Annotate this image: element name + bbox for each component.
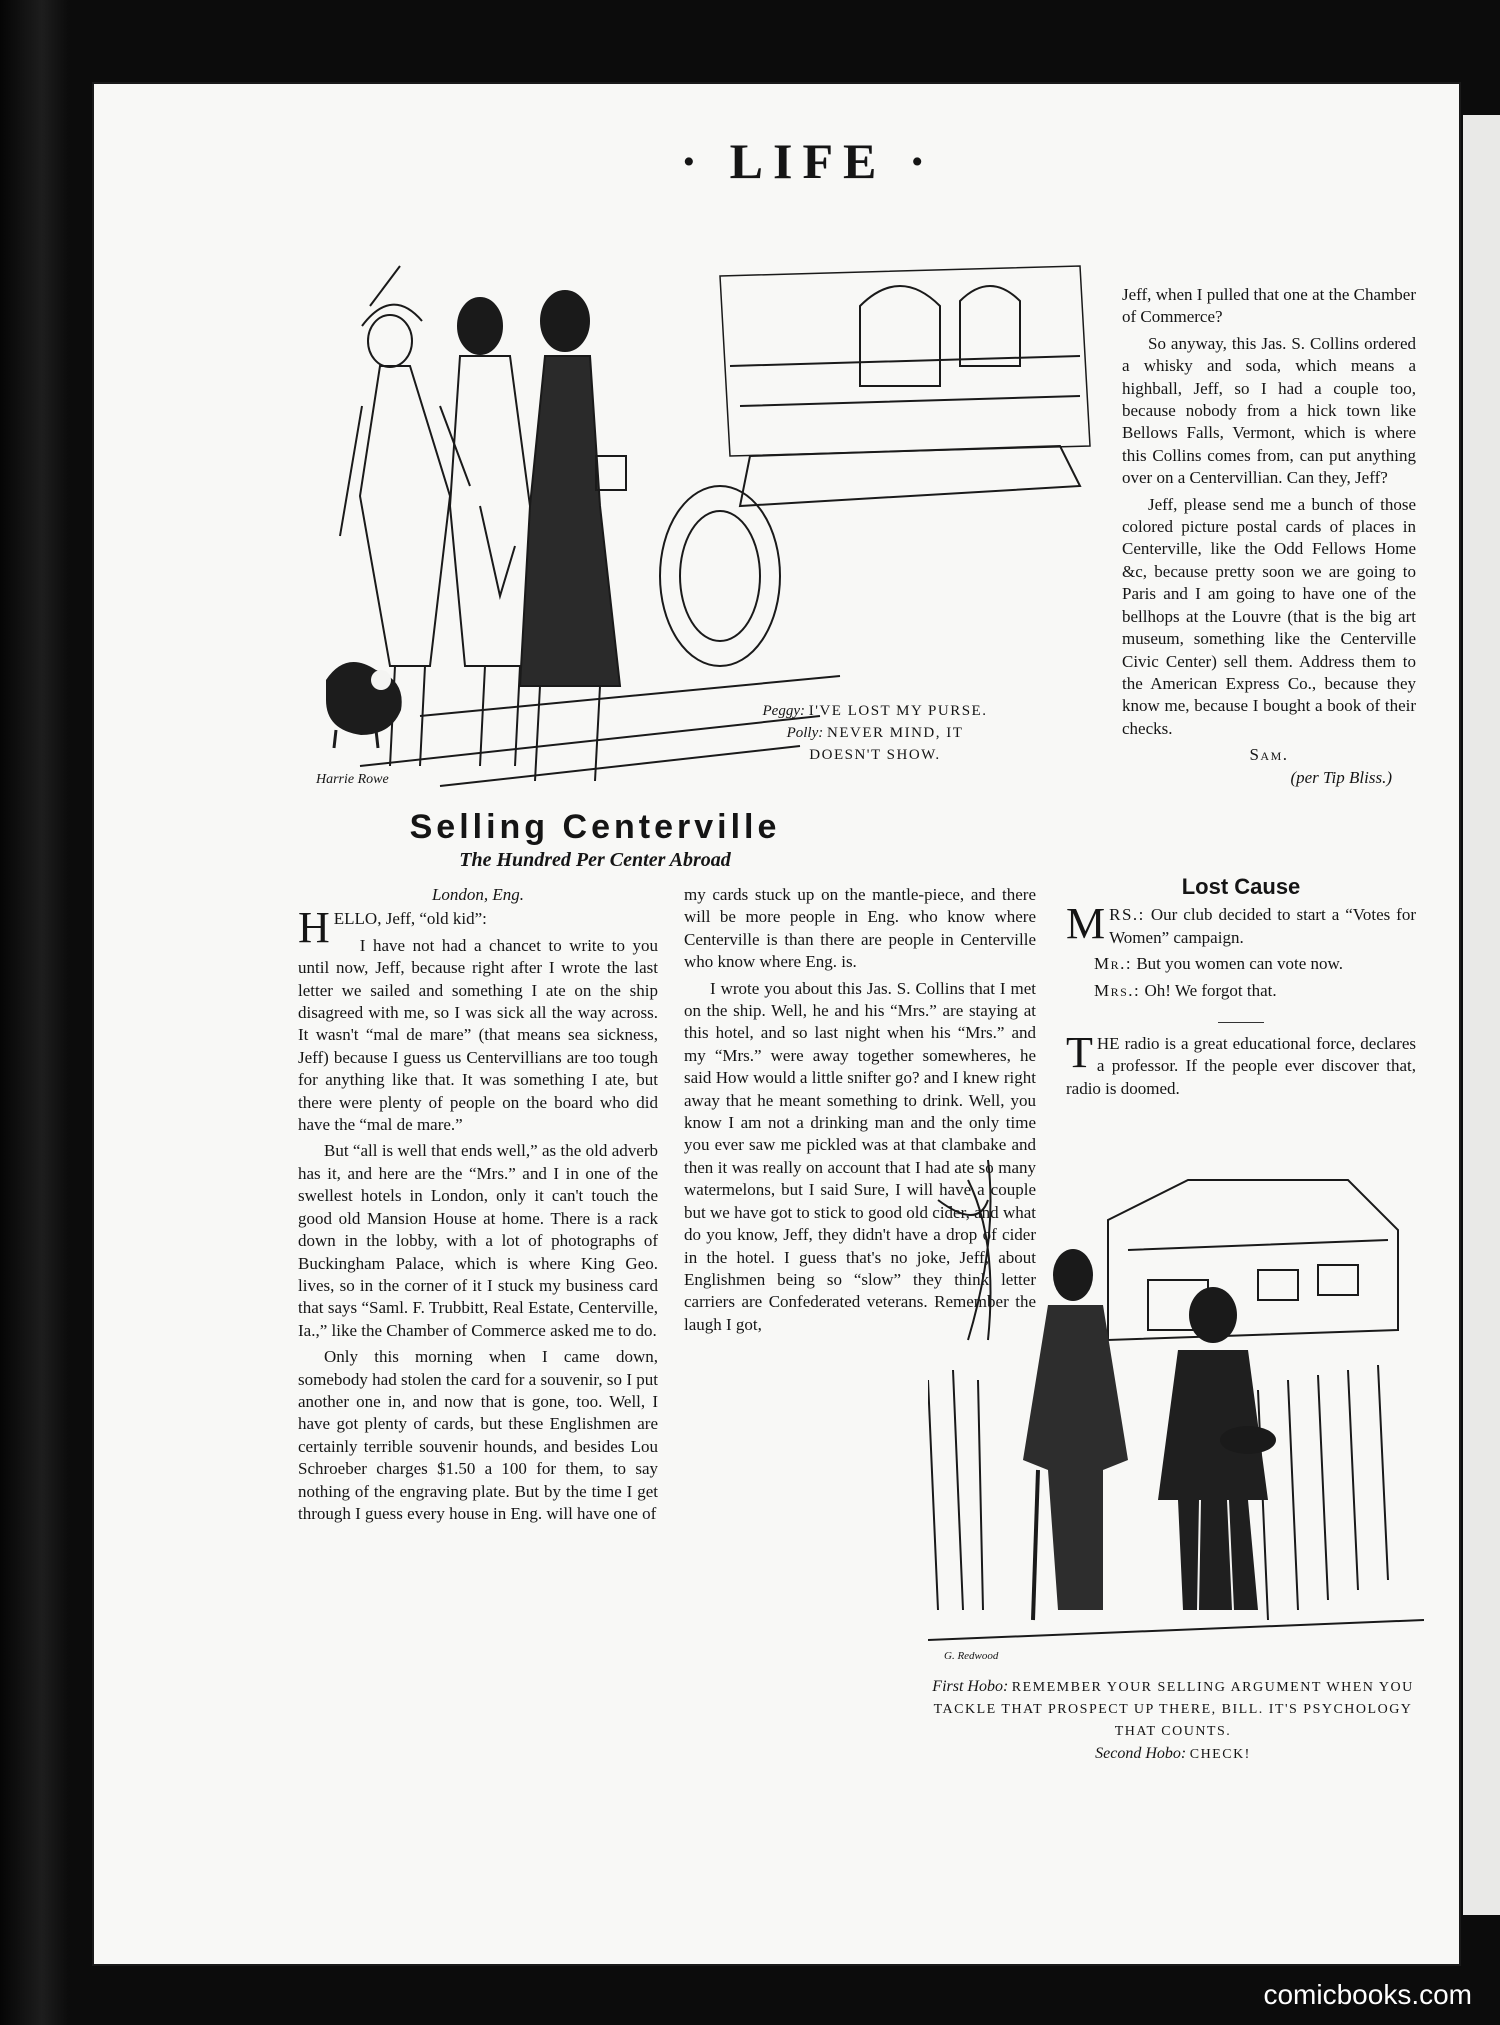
- article-heading: [300, 808, 890, 872]
- paragraph: I wrote you about this Jas. S. Collins that I met on the ship. Well, he and his “Mrs.” are staying at this hotel, and so last night when his “Mrs.” and my “Mrs.” were away together somewheres, he said How would a little snifter go? and I knew right away that he meant something to drink. Well, you know I am not a drinking man and the only time you ever saw me pickled was at that clambake and then it was really on account that I had ate so many watermelons, but I said Sure, I will have a couple but we have got to stick to good old cider, and what do you know, Jeff, they didn't have a drop of cider in the hotel. I guess that's no joke, Jeff, about Englishmen being so “slow” they think letter carriers are Confederated veterans. Remember the laugh I got,: [684, 978, 1036, 1334]
- dog-illustration: [306, 640, 416, 750]
- signoff: Sam.: [1249, 745, 1289, 765]
- paragraph: Only this morning when I came down, somebody had stolen the card for a souvenir, so I put another one in, and now that is gone, too. Well, I have got plenty of cards, but these Englishmen are certainly terrible souvenir hounds, and besides Lou Schroeber charges $1.50 a 100 for them, to say nothing of the engraving plate. But by the time I get through I guess every house in Eng. will have one of: [298, 1347, 658, 1523]
- line-text: Our club decided to start a “Votes for Women” campaign.: [1109, 905, 1417, 947]
- lost-cause-line: [1066, 899, 1417, 949]
- line-text: Oh! We forgot that.: [1144, 980, 1277, 1000]
- caption-line: I'VE LOST MY PURSE.: [808, 703, 988, 719]
- drop-cap: T: [1066, 1028, 1093, 1078]
- caption-speaker: Polly:: [786, 725, 824, 741]
- next-page-edge: [1463, 115, 1500, 1915]
- article-title: Selling Centerville: [409, 808, 781, 846]
- article-subtitle: The Hundred Per Center Abroad: [459, 849, 731, 871]
- per-credit: (per Tip Bliss.): [1290, 767, 1392, 787]
- illustration-caption-top: [760, 700, 990, 766]
- speaker: Mr.:: [1094, 954, 1133, 974]
- caption-line: NEVER MIND, IT DOESN'T SHOW.: [809, 725, 964, 763]
- divider: [1218, 1022, 1264, 1023]
- lost-cause-title: Lost Cause: [1181, 874, 1301, 899]
- caption-speaker: Second Hobo:: [1095, 1745, 1187, 1762]
- paragraph: But “all is well that ends well,” as the old adverb has it, and here are the “Mrs.” and I in one of the swellest hotels in London, only it can't touch the good old Mansion House at home. There is a rack down in the lobby, with a lot of photographs of Buckingham Palace, which is where King Geo. lives, so in the corner of it I stuck my business card that says “Saml. F. Trubbitt, Real Estate, Centerville, Ia.,” like the Chamber of Commerce asked me to do.: [298, 1141, 658, 1340]
- dateline: London, Eng.: [431, 885, 525, 904]
- paragraph: my cards stuck up on the mantle-piece, and there will be more people in Eng. who know where Centerville is than there are people in Centerville who know where Eng. is.: [684, 885, 1036, 972]
- lost-cause-line: [1066, 980, 1416, 1002]
- illustration-signature: Harrie Rowe: [316, 772, 389, 787]
- lost-cause-line: [1066, 953, 1416, 975]
- paragraph: So anyway, this Jas. S. Collins ordered a whisky and soda, which means a highball, Jeff, so I had a couple too, because nobody from a hick town like Bellows Falls, Vermont, which is where this Collins comes from, can put anything over on a Centervillian. Can they, Jeff?: [1122, 333, 1416, 488]
- paragraph: I have not had a chancet to write to you until now, Jeff, because right after I wrote the last letter we sailed and something I ate on the ship disagreed with me, so I was sick all the way across. It wasn't “mal de mare” (that means sea sickness, Jeff) because I guess us Centervillians are too tough for anything like that. It was something I ate, but there were plenty of people on the board who did have the “mal de mare.”: [298, 935, 658, 1135]
- radio-quip: [1066, 1028, 1416, 1100]
- caption-line: CHECK!: [1189, 1747, 1251, 1762]
- drop-cap: H: [298, 903, 330, 953]
- caption-line: REMEMBER YOUR SELLING ARGUMENT WHEN YOU TACKLE THAT PROSPECT UP THERE, BILL. IT'S PSYCHOLOGY THAT COUNTS.: [933, 1680, 1414, 1739]
- illustration-signature: G. Redwood: [944, 1650, 999, 1662]
- paragraph: Jeff, when I pulled that one at the Chamber of Commerce?: [1122, 285, 1416, 327]
- speaker: Mrs.:: [1094, 980, 1141, 1000]
- caption-speaker: First Hobo:: [932, 1678, 1009, 1695]
- masthead: · LIFE ·: [680, 133, 936, 189]
- line-text: But you women can vote now.: [1136, 954, 1343, 974]
- article-column-3: [1122, 284, 1416, 789]
- article-column-1: [298, 884, 658, 1529]
- illustration-hobos: [928, 1140, 1424, 1666]
- greeting-text: ELLO, Jeff, “old kid”:: [333, 909, 487, 929]
- lost-cause-item: [1066, 876, 1416, 1104]
- speaker: RS.:: [1109, 905, 1145, 925]
- watermark: comicbooks.com: [1263, 1979, 1472, 2010]
- paragraph: Jeff, please send me a bunch of those colored picture postal cards of places in Centerville, like the Odd Fellows Home &c, because pretty soon we are going to Paris and I am going to have one of the bellhops at the Louvre (that is the big art museum, something like the Centerville Civic Center) sell them. Address them to the American Express Co., because they know me, because I bought a book of their checks.: [1122, 494, 1416, 738]
- illustration-caption-bottom: [926, 1676, 1420, 1766]
- greeting: [298, 903, 658, 953]
- caption-speaker: Peggy:: [762, 703, 805, 719]
- scan-edge: [0, 0, 70, 2025]
- drop-cap: M: [1066, 899, 1106, 949]
- radio-text: HE radio is a great educational force, declares a professor. If the people ever discover that, radio is doomed.: [1066, 1034, 1416, 1098]
